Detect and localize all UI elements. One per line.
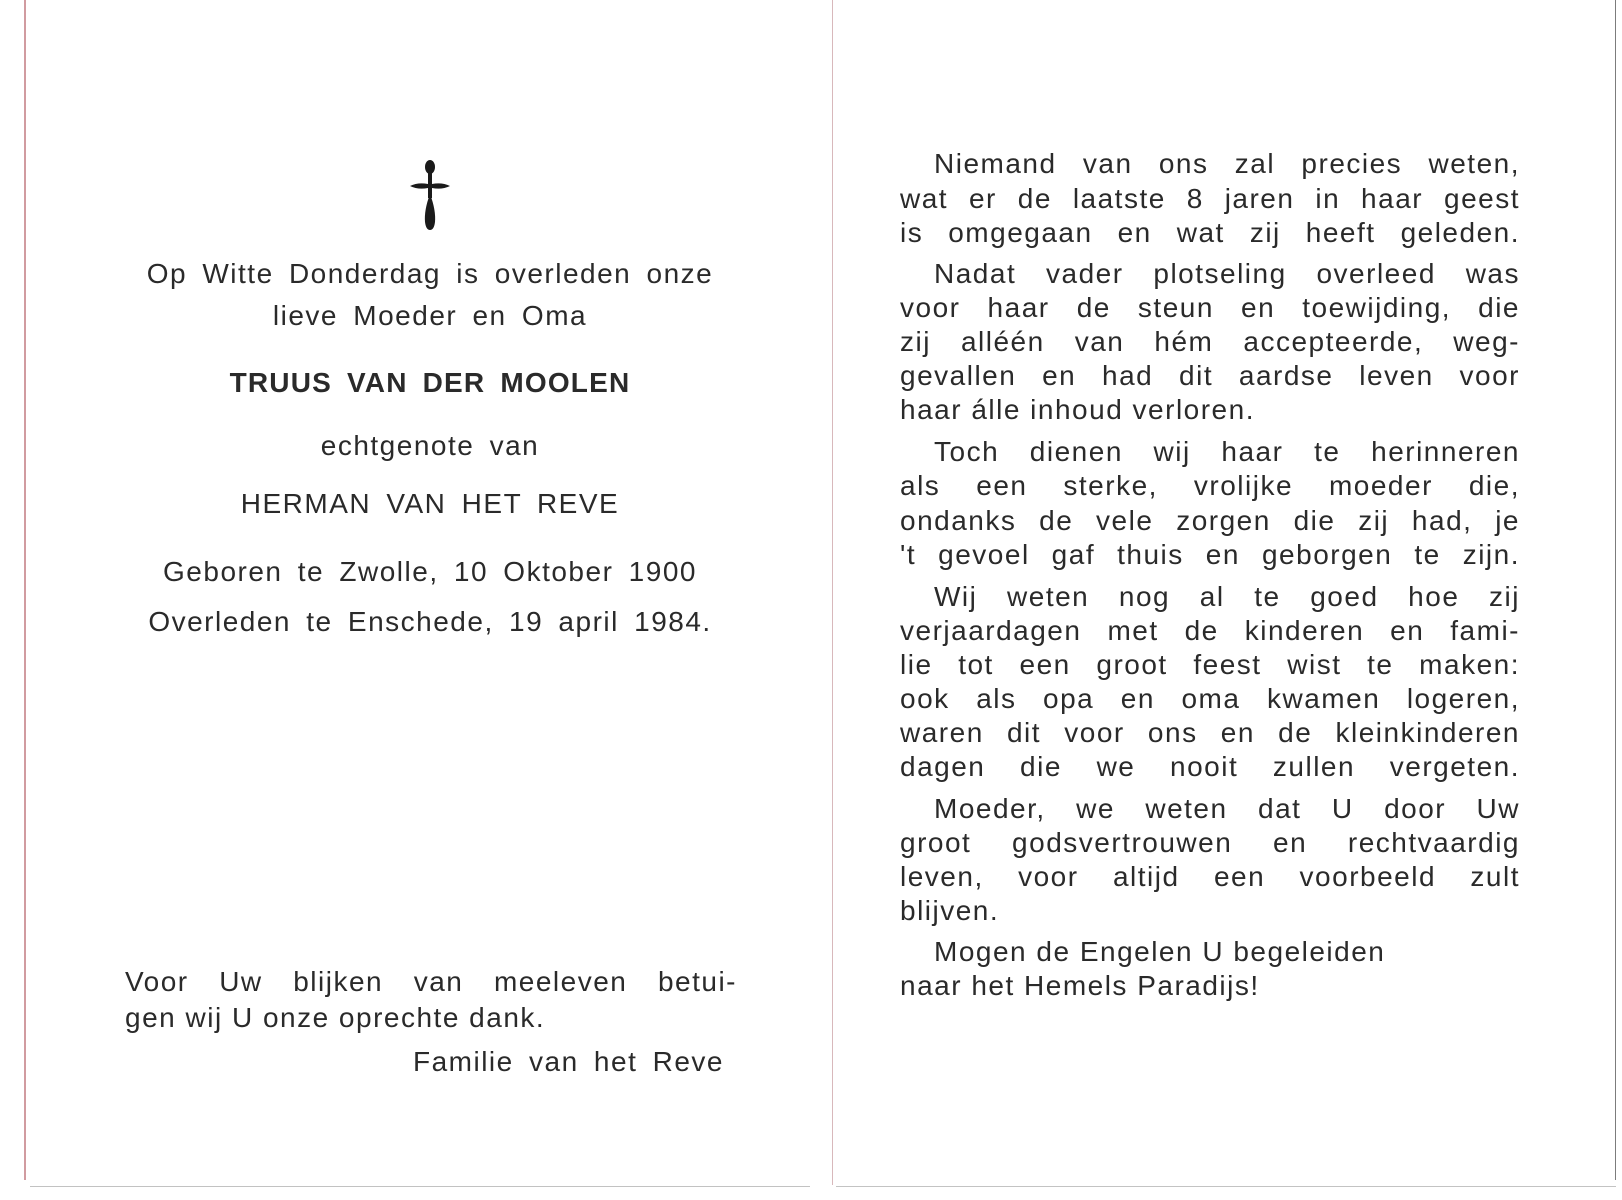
text-line: ondanks de vele zorgen die zij had, je <box>900 505 1520 536</box>
text-line: dagen die we nooit zullen vergeten. <box>900 751 1520 782</box>
signature: Familie van het Reve <box>412 1046 724 1077</box>
thanks-line-2: gen wij U onze oprechte dank. <box>125 1002 546 1033</box>
text-line: zij alléén van hém accepteerde, weg- <box>900 326 1520 357</box>
text-line: Niemand van ons zal precies weten, <box>934 148 1520 179</box>
thanks-line-1: Voor Uw blijken van meeleven betui- <box>125 966 737 997</box>
text-line: waren dit voor ons en de kleinkinderen <box>900 717 1520 748</box>
announcement-line-1: Op Witte Donderdag is overleden onze <box>146 258 714 289</box>
text-line: verjaardagen met de kinderen en fami- <box>900 615 1520 646</box>
spouse-name: HERMAN VAN HET REVE <box>240 488 620 519</box>
deceased-name: TRUUS VAN DER MOOLEN <box>229 367 631 398</box>
text-line: gevallen en had dit aardse leven voor <box>900 360 1520 391</box>
announcement-line-2: lieve Moeder en Oma <box>272 300 588 331</box>
text-line: is omgegaan en wat zij heeft geleden. <box>900 217 1520 248</box>
card-edge-left <box>24 0 26 1180</box>
card-edge-right <box>1615 0 1616 1180</box>
text-line: blijven. <box>900 895 1000 926</box>
text-line: Nadat vader plotseling overleed was <box>934 258 1520 289</box>
text-line: 't gevoel gaf thuis en geborgen te zijn. <box>900 539 1520 570</box>
text-line: als een sterke, vrolijke moeder die, <box>900 470 1520 501</box>
text-line: ook als opa en oma kwamen logeren, <box>900 683 1520 714</box>
text-line: wat er de laatste 8 jaren in haar geest <box>900 183 1520 214</box>
text-line: lie tot een groot feest wist te maken: <box>900 649 1520 680</box>
death-info: Overleden te Enschede, 19 april 1984. <box>148 606 712 637</box>
text-line: leven, voor altijd een voorbeeld zult <box>900 861 1520 892</box>
cross-icon <box>408 160 452 232</box>
card-bottom-edge-left <box>30 1186 810 1187</box>
text-line: haar álle inhoud verloren. <box>900 394 1255 425</box>
text-line: Toch dienen wij haar te herinneren <box>934 436 1520 467</box>
birth-info: Geboren te Zwolle, 10 Oktober 1900 <box>163 556 697 587</box>
text-line: voor haar de steun en toewijding, die <box>900 292 1520 323</box>
text-line: Mogen de Engelen U begeleiden <box>934 936 1386 967</box>
text-line: Moeder, we weten dat U door Uw <box>934 793 1520 824</box>
card-fold-line <box>832 0 833 1185</box>
card-bottom-edge-right <box>836 1186 1616 1187</box>
text-line: groot godsvertrouwen en rechtvaardig <box>900 827 1520 858</box>
text-line: naar het Hemels Paradijs! <box>900 970 1260 1001</box>
text-line: Wij weten nog al te goed hoe zij <box>934 581 1520 612</box>
spouse-intro: echtgenote van <box>320 430 540 461</box>
